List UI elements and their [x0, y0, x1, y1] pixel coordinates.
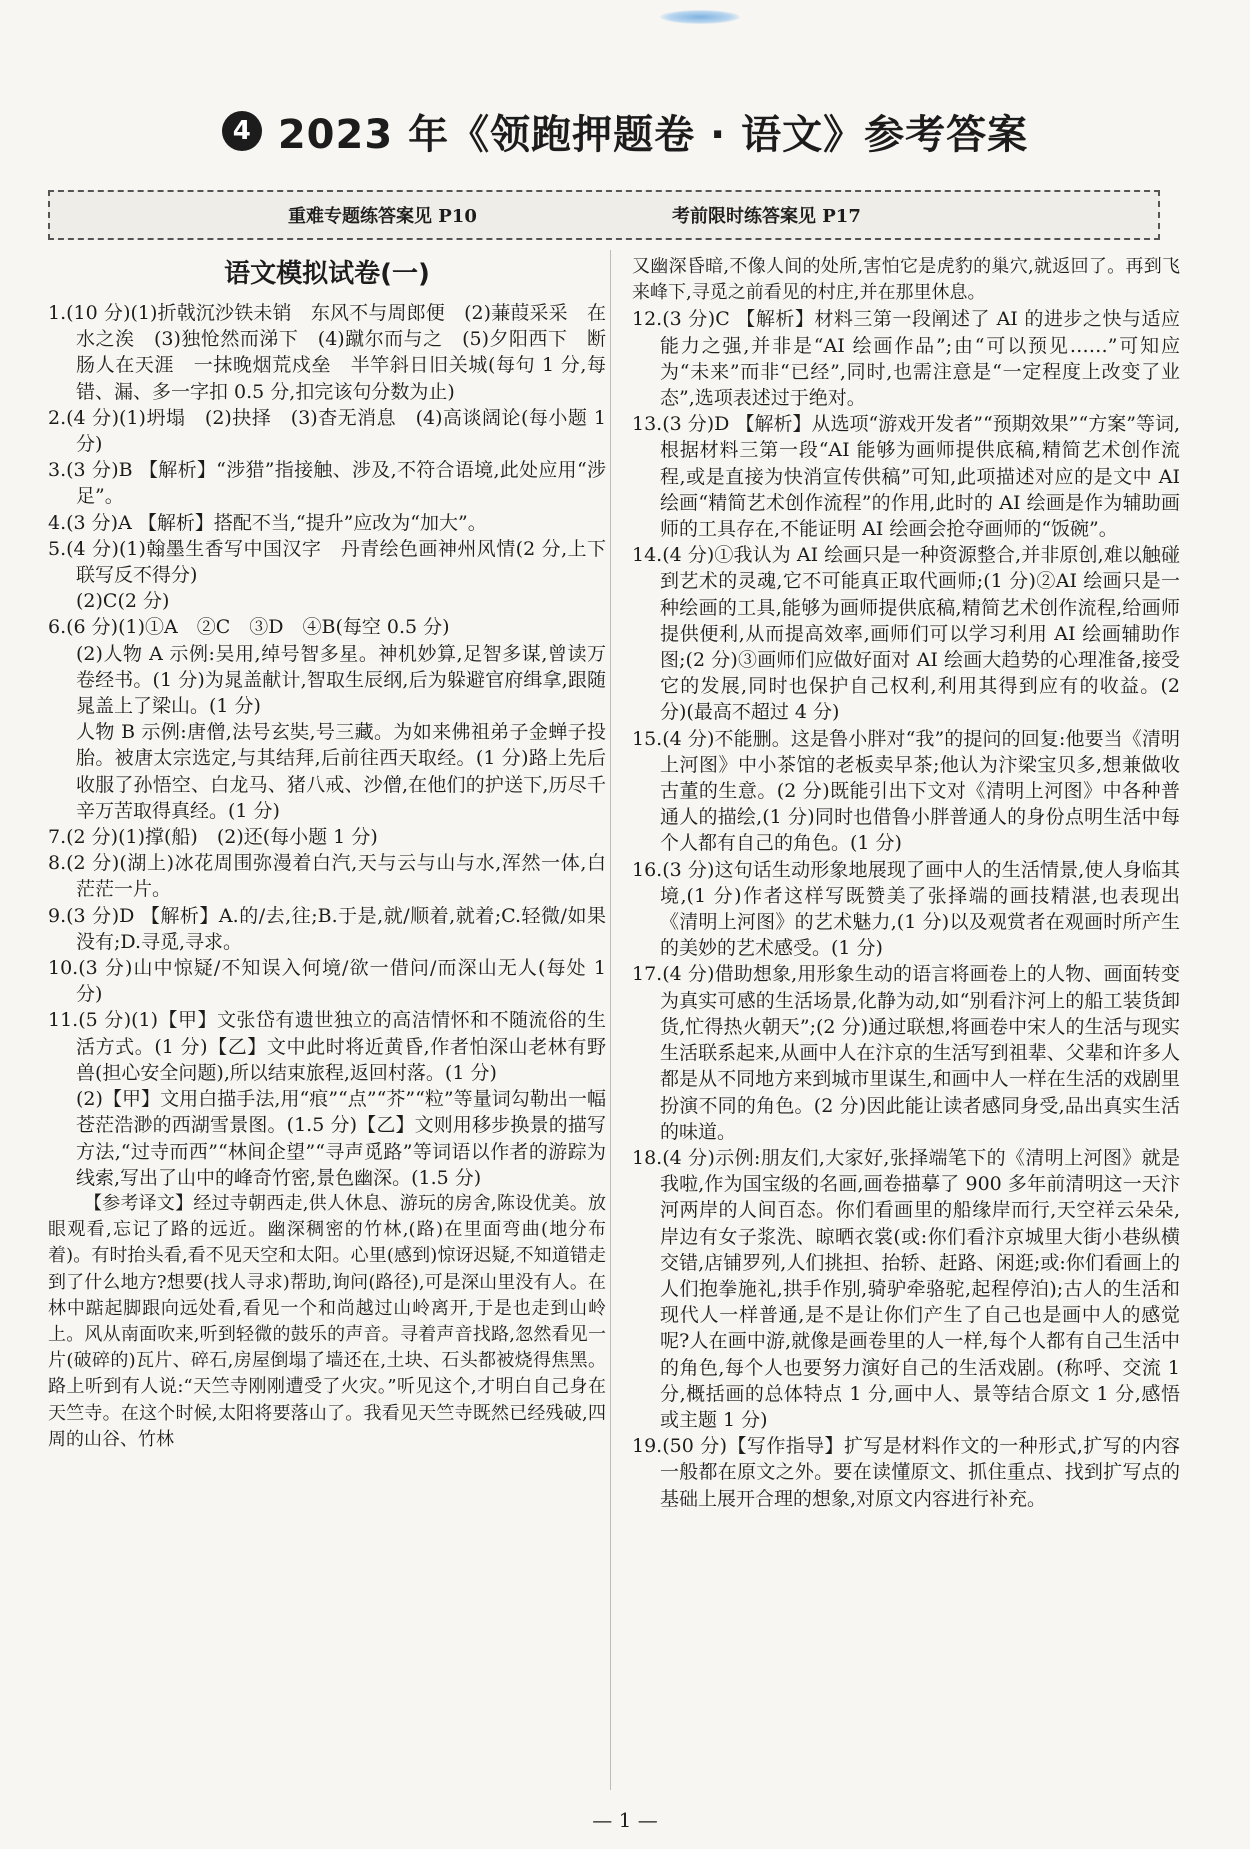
answer-reference-box [48, 190, 1160, 240]
answer-item: 19.(50 分)【写作指导】扩写是材料作文的一种形式,扩写的内容一般都在原文之外。要在读懂原文、抓住重点、找到扩写点的基础上展开合理的想象,对原文内容进行补充。 [632, 1435, 1180, 1510]
ref-left-text: 重难专题练答案见 P10 [288, 206, 477, 227]
answer-subitem: (2)【甲】文用白描手法,用“痕”“点”“芥”“粒”等量词勾勒出一幅苍茫浩渺的西湖雪景图。(1.5 分)【乙】文则用移步换景的描写方法,“过寺而西”“林间企望”“寻声觅路”等词语以作者的游踪为线索,写出了山中的峰奇竹密,景色幽深。(1.5 分) [76, 1088, 606, 1189]
answer-item: 7.(2 分)(1)撑(船) (2)还(每小题 1 分) [48, 826, 378, 849]
right-column [632, 254, 1180, 1512]
answer-item: 2.(4 分)(1)坍塌 (2)抉择 (3)杳无消息 (4)高谈阔论(每小题 1 分) [48, 406, 606, 456]
answer-item: 10.(3 分)山中惊疑/不知误入何境/欲一借问/而深山无人(每处 1 分) [48, 957, 606, 1006]
answer-item: 11.(5 分)(1)【甲】文张岱有遗世独立的高洁情怀和不随流俗的生活方式。(1 分)【乙】文中此时将近黄昏,作者怕深山老林有野兽(担心安全问题),所以结束旅程,返回村落。(1 分) [48, 1009, 606, 1084]
top-watermark-mark [660, 10, 740, 24]
answer-item: 16.(3 分)这句话生动形象地展现了画中人的生活情景,使人身临其境,(1 分)作者这样写既赞美了张择端的画技精湛,也表现出《清明上河图》的艺术魅力,(1 分)以及观赏者在观画时所产生的美妙的艺术感受。(1 分) [632, 858, 1180, 960]
title-text: 2023 年《领跑押题卷 · 语文》参考答案 [277, 111, 1029, 158]
reference-translation: 【参考译文】经过寺朝西走,供人休息、游玩的房舍,陈设优美。放眼观看,忘记了路的远近。幽深稠密的竹林,(路)在里面弯曲(地分布着)。有时抬头看,看不见天空和太阳。心里(感到)惊讶迟疑,不知道错走到了什么地方?想要(找人寻求)帮助,询问(路径),可是深山里没有人。在林中踮起脚跟向远处看,看见一个和尚越过山岭离开,于是也走到山岭上。风从南面吹来,听到轻微的鼓乐的声音。寻着声音找路,忽然看见一片(破碎的)瓦片、碎石,房屋倒塌了墙还在,土块、石头都被烧得焦黑。路上听到有人说:“天竺寺刚刚遭受了火灾。”听见这个,才明白自己身在天竺寺。在这个时候,太阳将要落山了。我看见天竺寺既然已经残破,四周的山谷、竹林 [48, 1192, 606, 1450]
ref-right-text: 考前限时练答案见 P17 [672, 206, 861, 227]
page-number: — 1 — [592, 1808, 658, 1832]
section-title: 语文模拟试卷(一) [224, 259, 430, 289]
translation-continued: 又幽深昏暗,不像人间的处所,害怕它是虎豹的巢穴,就返回了。再到飞来峰下,寻觅之前看见的村庄,并在那里休息。 [632, 256, 1180, 304]
number-badge: 4 [222, 111, 262, 151]
answer-subitem: (2)人物 A 示例:吴用,绰号智多星。神机妙算,足智多谋,曾读万卷经书。(1 分)为晁盖献计,智取生辰纲,后为躲避官府缉拿,跟随晁盖上了梁山。(1 分) [76, 642, 606, 718]
answer-subitem: 人物 B 示例:唐僧,法号玄奘,号三藏。为如来佛祖弟子金蝉子投胎。被唐太宗选定,与其结拜,后前往西天取经。(1 分)路上先后收服了孙悟空、白龙马、猪八戒、沙僧,在他们的护送下,历尽千辛万苦取得真经。(1 分) [76, 721, 606, 822]
answer-item: 18.(4 分)示例:朋友们,大家好,张择端笔下的《清明上河图》就是我啦,作为国宝级的名画,画卷描摹了 900 多年前清明这一天汴河两岸的人间百态。你们看画里的船缘岸而行,天空祥云朵朵,岸边有女子浆洗、晾晒衣裳(或:你们看汴京城里大街小巷纵横交错,店铺罗列,人们挑担、抬轿、赶路、闲逛;或:你们看画上的人们抱拳施礼,拱手作别,骑驴牵骆驼,起程停泊);古人的生活和现代人一样普通,是不是让你们产生了自己也是画中人的感觉呢?人在画中游,就像是画卷里的人一样,每个人都有自己生活中的角色,每个人也要努力演好自己的生活戏剧。(称呼、交流 1 分,概括画的总体特点 1 分,画中人、景等结合原文 1 分,感悟或主题 1 分) [632, 1146, 1180, 1431]
answer-item: 12.(3 分)C 【解析】材料三第一段阐述了 AI 的进步之快与适应能力之强,并非是“AI 绘画作品”;由“可以预见……”可知应为“未来”而非“已经”,同时,也需注意是“一定程度上改变了业态”,选项表述过于绝对。 [632, 308, 1180, 410]
answer-item: 13.(3 分)D 【解析】从选项“游戏开发者”“预期效果”“方案”等词,根据材料三第一段“AI 能够为画师提供底稿,精简艺术创作流程,或是直接为快消宣传供稿”可知,此项描述对应的是文中 AI 绘画“精简艺术创作流程”的作用,此时的 AI 绘画是作为辅助画师的工具存在,不能证明 AI 绘画会抢夺画师的“饭碗”。 [632, 413, 1180, 541]
answer-item: 5.(4 分)(1)翰墨生香写中国汉字 丹青绘色画神州风情(2 分,上下联写反不得分) [48, 537, 606, 587]
answer-item: 6.(6 分)(1)①A ②C ③D ④B(每空 0.5 分) [48, 616, 450, 639]
answer-item: 1.(10 分)(1)折戟沉沙铁未销 东风不与周郎便 (2)蒹葭采采 在水之涘 (3)独怆然而涕下 (4)蹴尔而与之 (5)夕阳西下 断肠人在天涯 一抹晚烟荒戍垒 半竿斜日旧关城(每句 1 分,每错、漏、多一字扣 0.5 分,扣完该句分数为止) [48, 302, 606, 403]
left-column [48, 254, 606, 1453]
answer-item: 14.(4 分)①我认为 AI 绘画只是一种资源整合,并非原创,难以触碰到艺术的灵魂,它不可能真正取代画师;(1 分)②AI 绘画只是一种绘画的工具,能够为画师提供底稿,精简艺术创作流程,给画师提供便利,从而提高效率,画师们可以学习利用 AI 绘画辅助作图;(2 分)③画师们应做好面对 AI 绘画大趋势的心理准备,接受它的发展,同时也保护自己权利,利用其得到应有的收益。(2 分)(最高不超过 4 分) [632, 544, 1180, 724]
answer-item: 8.(2 分)(湖上)冰花周围弥漫着白汽,天与云与山与水,浑然一体,白茫茫一片。 [48, 852, 606, 901]
answer-item: 15.(4 分)不能删。这是鲁小胖对“我”的提问的回复:他要当《清明上河图》中小茶馆的老板卖早茶;他认为汴梁宝贝多,想兼做收古董的生意。(2 分)既能引出下文对《清明上河图》中各种普通人的描绘,(1 分)同时也借鲁小胖普通人的身份点明生活中每个人都有自己的角色。(1 分) [632, 727, 1180, 855]
answer-item: 9.(3 分)D 【解析】A.的/去,往;B.于是,就/顺着,就着;C.轻微/如果没有;D.寻觅,寻求。 [48, 904, 606, 953]
answer-subitem: (2)C(2 分) [76, 590, 170, 613]
page-title [0, 96, 1250, 166]
answer-item: 4.(3 分)A 【解析】搭配不当,“提升”应改为“加大”。 [48, 511, 487, 534]
column-divider [610, 250, 611, 1790]
answer-item: 3.(3 分)B 【解析】“涉猎”指接触、涉及,不符合语境,此处应用“涉足”。 [48, 459, 606, 508]
answer-item: 17.(4 分)借助想象,用形象生动的语言将画卷上的人物、画面转变为真实可感的生活场景,化静为动,如“别看汴河上的船工装货卸货,忙得热火朝天”;(2 分)通过联想,将画卷中宋人的生活与现实生活联系起来,从画中人在汴京的生活写到祖辈、父辈和许多人都是从不同地方来到城市里谋生,和画中人一样在生活的戏剧里扮演不同的角色。(2 分)因此能让读者感同身受,品出真实生活的味道。 [632, 963, 1180, 1143]
